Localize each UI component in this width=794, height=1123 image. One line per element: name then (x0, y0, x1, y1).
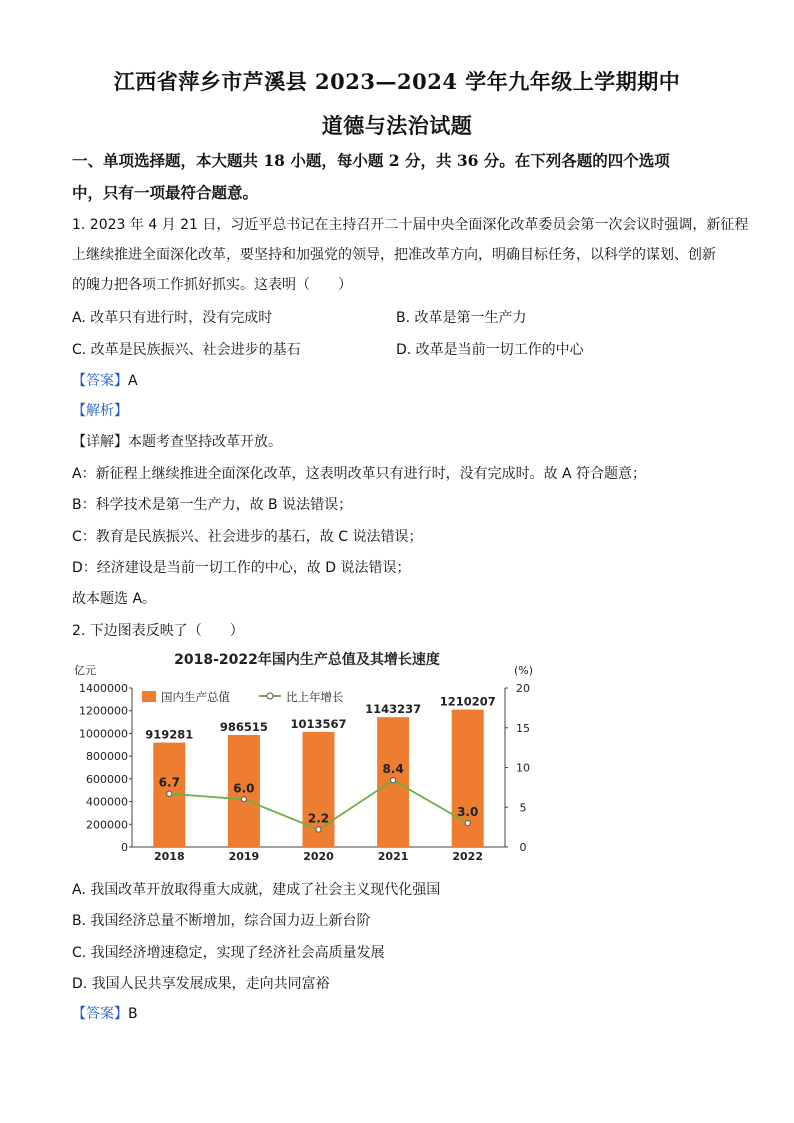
gdp-value-label: 986515 (219, 719, 268, 734)
q1-explanation-c: C：教育是民族振兴、社会进步的基石，故 C 说法错误； (72, 529, 423, 545)
q1-analysis (72, 400, 128, 420)
left-axis-tick-label: 0 (121, 841, 128, 854)
growth-value-label: 6.0 (233, 781, 255, 796)
chart-title: 2018-2022年国内生产总值及其增长速度 (174, 652, 440, 668)
q1-option-a: A. 改革只有进行时，没有完成时 (72, 310, 273, 326)
q1-stem-line1: 1. 2023 年 4 月 21 日，习近平总书记在主持召开二十届中央全面深化改革委员会第一次会议时强调，新征程 (72, 217, 749, 233)
x-axis-tick-label: 2020 (303, 850, 334, 863)
left-axis-tick-label: 1200000 (79, 704, 128, 718)
growth-value-label: 3.0 (457, 805, 479, 820)
q1-conclusion: 故本题选 A。 (72, 591, 157, 607)
q2-option-a: A. 我国改革开放取得重大成就，建成了社会主义现代化强国 (72, 882, 441, 898)
growth-value-label: 2.2 (307, 811, 330, 826)
q2-option-d: D. 我国人民共享发展成果，走向共同富裕 (72, 976, 330, 992)
left-axis-tick-label: 400000 (86, 795, 128, 809)
gdp-bar (452, 710, 484, 847)
gdp-value-label: 1210207 (439, 694, 496, 709)
right-axis-tick-label: 5 (519, 801, 527, 815)
gdp-value-label: 1013567 (290, 716, 347, 731)
detail-label: 【详解】 (72, 434, 128, 450)
right-axis-unit: (%) (514, 664, 534, 677)
q1-explanation-a: A：新征程上继续推进全面深化改革，这表明改革只有进行时，没有完成时。故 A 符合题意； (72, 466, 647, 482)
q1-stem-line3: 的魄力把各项工作抓好抓实。这表明（ ） (72, 277, 352, 293)
answer-value: A (128, 373, 138, 389)
q1-explanation-d: D：经济建设是当前一切工作的中心，故 D 说法错误； (72, 560, 411, 576)
legend-bar-label: 国内生产总值 (161, 690, 230, 704)
right-axis-tick-label: 15 (516, 721, 530, 735)
q2-option-b: B. 我国经济总量不断增加，综合国力迈上新台阶 (72, 913, 371, 929)
legend-line-marker (267, 693, 273, 699)
section-heading-line2: 中，只有一项最符合题意。 (72, 183, 259, 202)
detail-text: 本题考查坚持改革开放。 (128, 434, 282, 450)
q2-stem: 2. 下边图表反映了（ ） (72, 623, 244, 639)
x-axis-tick-label: 2022 (452, 850, 484, 863)
gdp-value-label: 919281 (145, 727, 194, 742)
answer-label: 【答案】 (72, 373, 128, 389)
left-axis-tick-label: 800000 (86, 750, 128, 764)
x-axis-tick-label: 2018 (153, 850, 185, 863)
legend-line-label: 比上年增长 (286, 690, 344, 704)
left-axis-unit: 亿元 (74, 664, 96, 677)
q2-answer (72, 1003, 138, 1023)
q1-answer (72, 370, 138, 390)
growth-value-label: 6.7 (158, 775, 180, 790)
q2-option-c: C. 我国经济增速稳定，实现了经济社会高质量发展 (72, 945, 385, 961)
q1-detail (72, 431, 282, 451)
growth-point (316, 827, 321, 832)
answer-label: 【答案】 (72, 1006, 128, 1022)
section-heading-line1: 一、单项选择题，本大题共 18 小题，每小题 2 分，共 36 分。在下列各题的四个选项 (72, 151, 670, 170)
left-axis-tick-label: 1000000 (79, 727, 128, 741)
q1-explanation-b: B：科学技术是第一生产力，故 B 说法错误； (72, 497, 353, 513)
right-axis-tick-label: 10 (516, 761, 530, 775)
growth-value-label: 8.4 (382, 762, 404, 777)
q1-option-c: C. 改革是民族振兴、社会进步的基石 (72, 342, 301, 358)
analysis-label: 【解析】 (72, 403, 128, 419)
growth-point (241, 797, 246, 802)
growth-point (465, 821, 470, 826)
left-axis-tick-label: 200000 (86, 818, 128, 832)
answer-value: B (128, 1006, 138, 1022)
chart-legend (142, 690, 344, 704)
right-axis-tick-label: 0 (519, 841, 527, 854)
gdp-value-label: 1143237 (365, 702, 422, 717)
exam-title-line2: 道德与法治试题 (321, 113, 473, 138)
growth-point (391, 778, 396, 783)
gdp-chart (72, 644, 542, 866)
legend-bar-swatch (142, 691, 156, 702)
q1-option-b: B. 改革是第一生产力 (396, 310, 527, 326)
x-axis-tick-label: 2021 (377, 850, 409, 863)
x-axis-tick-label: 2019 (228, 850, 260, 863)
left-axis-tick-label: 1400000 (79, 682, 128, 695)
left-axis-tick-label: 600000 (86, 772, 128, 786)
exam-title-line1: 江西省萍乡市芦溪县 2023—2024 学年九年级上学期期中 (113, 69, 681, 94)
growth-point (167, 791, 172, 796)
right-axis-tick-label: 20 (516, 682, 530, 695)
q1-stem-line2: 上继续推进全面深化改革，要坚持和加强党的领导，把准改革方向，明确目标任务，以科学的谋划、创新 (72, 247, 716, 263)
q1-option-d: D. 改革是当前一切工作的中心 (396, 342, 584, 358)
